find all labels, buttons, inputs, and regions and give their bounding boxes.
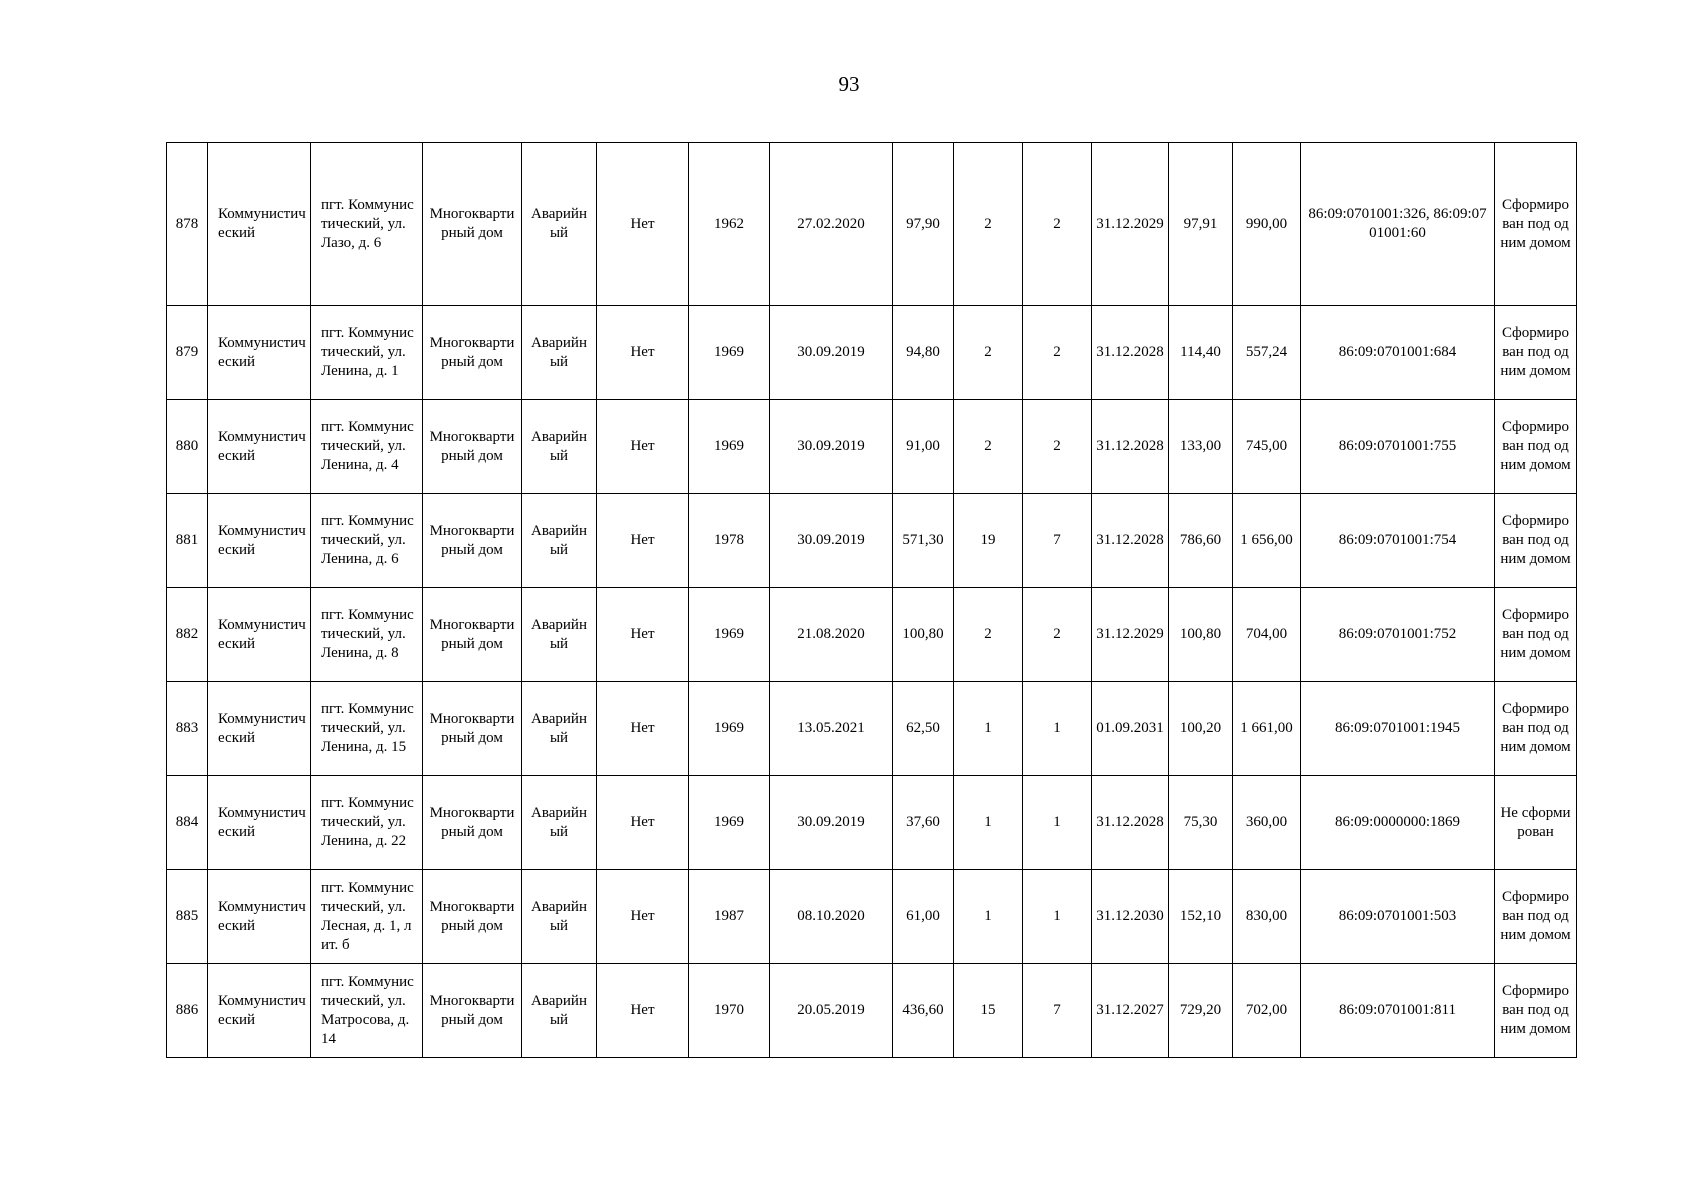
row-number: 885 — [167, 870, 208, 964]
district-cell: Коммунистический — [208, 494, 311, 588]
year-cell: 1969 — [689, 682, 770, 776]
cadastral-cell: 86:09:0701001:684 — [1301, 306, 1495, 400]
row-number: 886 — [167, 964, 208, 1058]
formed-cell: Сформирован под одним домом — [1495, 306, 1577, 400]
area-cell: 100,80 — [893, 588, 954, 682]
date-cell: 30.09.2019 — [770, 776, 893, 870]
district-cell: Коммунистический — [208, 776, 311, 870]
date-cell: 20.05.2019 — [770, 964, 893, 1058]
table-row — [167, 964, 1577, 1058]
year-cell: 1978 — [689, 494, 770, 588]
count1-cell: 1 — [954, 682, 1023, 776]
address-cell: пгт. Коммунистический, ул. Ленина, д. 1 — [311, 306, 423, 400]
plan-date-cell: 31.12.2028 — [1092, 776, 1169, 870]
area-cell: 91,00 — [893, 400, 954, 494]
count1-cell: 2 — [954, 306, 1023, 400]
date-cell: 27.02.2020 — [770, 143, 893, 306]
table-row — [167, 306, 1577, 400]
address-cell: пгт. Коммунистический, ул. Ленина, д. 15 — [311, 682, 423, 776]
formed-cell: Сформирован под одним домом — [1495, 400, 1577, 494]
building-type-cell: Многоквартирный дом — [423, 776, 522, 870]
row-number: 882 — [167, 588, 208, 682]
cadastral-cell: 86:09:0701001:755 — [1301, 400, 1495, 494]
date-cell: 30.09.2019 — [770, 494, 893, 588]
flag-cell: Нет — [597, 776, 689, 870]
plan-date-cell: 31.12.2028 — [1092, 306, 1169, 400]
date-cell: 30.09.2019 — [770, 400, 893, 494]
date-cell: 21.08.2020 — [770, 588, 893, 682]
building-type-cell: Многоквартирный дом — [423, 306, 522, 400]
row-number: 880 — [167, 400, 208, 494]
flag-cell: Нет — [597, 306, 689, 400]
status-cell: Аварийный — [522, 682, 597, 776]
row-number: 881 — [167, 494, 208, 588]
count2-cell: 2 — [1023, 400, 1092, 494]
area2-cell: 97,91 — [1169, 143, 1233, 306]
plan-date-cell: 31.12.2028 — [1092, 494, 1169, 588]
area-cell: 94,80 — [893, 306, 954, 400]
land-area-cell: 990,00 — [1233, 143, 1301, 306]
table-row — [167, 682, 1577, 776]
row-number: 884 — [167, 776, 208, 870]
area-cell: 436,60 — [893, 964, 954, 1058]
formed-cell: Сформирован под одним домом — [1495, 494, 1577, 588]
count2-cell: 1 — [1023, 776, 1092, 870]
count1-cell: 2 — [954, 143, 1023, 306]
count2-cell: 2 — [1023, 143, 1092, 306]
row-number: 879 — [167, 306, 208, 400]
plan-date-cell: 31.12.2028 — [1092, 400, 1169, 494]
building-type-cell: Многоквартирный дом — [423, 870, 522, 964]
count1-cell: 1 — [954, 776, 1023, 870]
count2-cell: 1 — [1023, 870, 1092, 964]
address-cell: пгт. Коммунистический, ул. Лесная, д. 1, лит. б — [311, 870, 423, 964]
plan-date-cell: 01.09.2031 — [1092, 682, 1169, 776]
land-area-cell: 1 661,00 — [1233, 682, 1301, 776]
cadastral-cell: 86:09:0701001:811 — [1301, 964, 1495, 1058]
year-cell: 1969 — [689, 306, 770, 400]
cadastral-cell: 86:09:0701001:754 — [1301, 494, 1495, 588]
date-cell: 13.05.2021 — [770, 682, 893, 776]
area2-cell: 786,60 — [1169, 494, 1233, 588]
flag-cell: Нет — [597, 870, 689, 964]
plan-date-cell: 31.12.2029 — [1092, 588, 1169, 682]
status-cell: Аварийный — [522, 400, 597, 494]
building-type-cell: Многоквартирный дом — [423, 143, 522, 306]
area2-cell: 100,80 — [1169, 588, 1233, 682]
address-cell: пгт. Коммунистический, ул. Ленина, д. 8 — [311, 588, 423, 682]
status-cell: Аварийный — [522, 494, 597, 588]
flag-cell: Нет — [597, 588, 689, 682]
count2-cell: 2 — [1023, 588, 1092, 682]
flag-cell: Нет — [597, 964, 689, 1058]
district-cell: Коммунистический — [208, 306, 311, 400]
cadastral-cell: 86:09:0000000:1869 — [1301, 776, 1495, 870]
building-type-cell: Многоквартирный дом — [423, 588, 522, 682]
formed-cell: Сформирован под одним домом — [1495, 588, 1577, 682]
land-area-cell: 704,00 — [1233, 588, 1301, 682]
count1-cell: 15 — [954, 964, 1023, 1058]
date-cell: 30.09.2019 — [770, 306, 893, 400]
flag-cell: Нет — [597, 494, 689, 588]
area2-cell: 152,10 — [1169, 870, 1233, 964]
building-type-cell: Многоквартирный дом — [423, 400, 522, 494]
plan-date-cell: 31.12.2029 — [1092, 143, 1169, 306]
address-cell: пгт. Коммунистический, ул. Ленина, д. 22 — [311, 776, 423, 870]
status-cell: Аварийный — [522, 588, 597, 682]
row-number: 878 — [167, 143, 208, 306]
cadastral-cell: 86:09:0701001:503 — [1301, 870, 1495, 964]
address-cell: пгт. Коммунистический, ул. Ленина, д. 6 — [311, 494, 423, 588]
building-type-cell: Многоквартирный дом — [423, 494, 522, 588]
count2-cell: 2 — [1023, 306, 1092, 400]
status-cell: Аварийный — [522, 870, 597, 964]
year-cell: 1970 — [689, 964, 770, 1058]
date-cell: 08.10.2020 — [770, 870, 893, 964]
area2-cell: 729,20 — [1169, 964, 1233, 1058]
address-cell: пгт. Коммунистический, ул. Лазо, д. 6 — [311, 143, 423, 306]
area-cell: 37,60 — [893, 776, 954, 870]
table-row — [167, 588, 1577, 682]
count1-cell: 2 — [954, 400, 1023, 494]
area2-cell: 75,30 — [1169, 776, 1233, 870]
formed-cell: Не сформирован — [1495, 776, 1577, 870]
status-cell: Аварийный — [522, 964, 597, 1058]
year-cell: 1987 — [689, 870, 770, 964]
flag-cell: Нет — [597, 400, 689, 494]
area2-cell: 100,20 — [1169, 682, 1233, 776]
land-area-cell: 745,00 — [1233, 400, 1301, 494]
cadastral-cell: 86:09:0701001:752 — [1301, 588, 1495, 682]
count2-cell: 7 — [1023, 964, 1092, 1058]
page-number: 93 — [838, 72, 860, 96]
count1-cell: 1 — [954, 870, 1023, 964]
district-cell: Коммунистический — [208, 588, 311, 682]
area2-cell: 133,00 — [1169, 400, 1233, 494]
address-cell: пгт. Коммунистический, ул. Матросова, д. 14 — [311, 964, 423, 1058]
formed-cell: Сформирован под одним домом — [1495, 964, 1577, 1058]
plan-date-cell: 31.12.2030 — [1092, 870, 1169, 964]
district-cell: Коммунистический — [208, 964, 311, 1058]
district-cell: Коммунистический — [208, 400, 311, 494]
land-area-cell: 557,24 — [1233, 306, 1301, 400]
count1-cell: 2 — [954, 588, 1023, 682]
area-cell: 61,00 — [893, 870, 954, 964]
year-cell: 1962 — [689, 143, 770, 306]
land-area-cell: 702,00 — [1233, 964, 1301, 1058]
district-cell: Коммунистический — [208, 870, 311, 964]
row-number: 883 — [167, 682, 208, 776]
plan-date-cell: 31.12.2027 — [1092, 964, 1169, 1058]
land-area-cell: 360,00 — [1233, 776, 1301, 870]
table-row — [167, 143, 1577, 306]
area2-cell: 114,40 — [1169, 306, 1233, 400]
formed-cell: Сформирован под одним домом — [1495, 682, 1577, 776]
building-type-cell: Многоквартирный дом — [423, 964, 522, 1058]
count2-cell: 7 — [1023, 494, 1092, 588]
district-cell: Коммунистический — [208, 682, 311, 776]
building-type-cell: Многоквартирный дом — [423, 682, 522, 776]
area-cell: 571,30 — [893, 494, 954, 588]
flag-cell: Нет — [597, 143, 689, 306]
cadastral-cell: 86:09:0701001:326, 86:09:0701001:60 — [1301, 143, 1495, 306]
year-cell: 1969 — [689, 588, 770, 682]
formed-cell: Сформирован под одним домом — [1495, 870, 1577, 964]
year-cell: 1969 — [689, 400, 770, 494]
housing-table — [166, 142, 1577, 1058]
count2-cell: 1 — [1023, 682, 1092, 776]
status-cell: Аварийный — [522, 776, 597, 870]
status-cell: Аварийный — [522, 143, 597, 306]
table-row — [167, 400, 1577, 494]
table-row — [167, 494, 1577, 588]
area-cell: 62,50 — [893, 682, 954, 776]
flag-cell: Нет — [597, 682, 689, 776]
formed-cell: Сформирован под одним домом — [1495, 143, 1577, 306]
status-cell: Аварийный — [522, 306, 597, 400]
land-area-cell: 830,00 — [1233, 870, 1301, 964]
land-area-cell: 1 656,00 — [1233, 494, 1301, 588]
table-row — [167, 870, 1577, 964]
area-cell: 97,90 — [893, 143, 954, 306]
address-cell: пгт. Коммунистический, ул. Ленина, д. 4 — [311, 400, 423, 494]
cadastral-cell: 86:09:0701001:1945 — [1301, 682, 1495, 776]
table-row — [167, 776, 1577, 870]
year-cell: 1969 — [689, 776, 770, 870]
count1-cell: 19 — [954, 494, 1023, 588]
district-cell: Коммунистический — [208, 143, 311, 306]
